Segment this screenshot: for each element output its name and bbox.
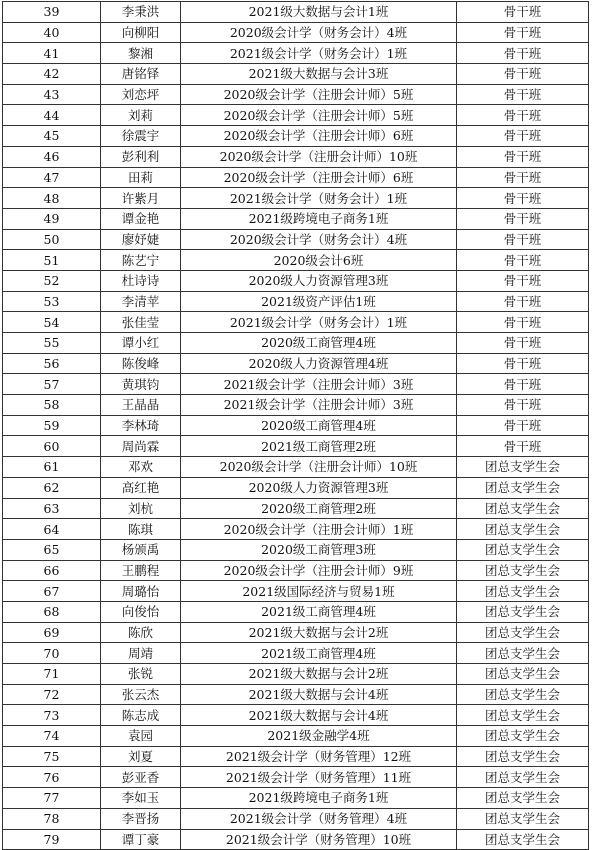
row-number-cell: 52 bbox=[3, 270, 101, 291]
organization-cell: 骨干班 bbox=[457, 374, 589, 395]
row-number-cell: 41 bbox=[3, 43, 101, 64]
organization-cell: 骨干班 bbox=[457, 105, 589, 126]
table-row bbox=[3, 726, 589, 747]
row-number-cell: 58 bbox=[3, 395, 101, 416]
row-number-cell: 45 bbox=[3, 126, 101, 147]
student-name-cell: 袁园 bbox=[101, 726, 181, 747]
table-row bbox=[3, 22, 589, 43]
student-name-cell: 刘杭 bbox=[101, 498, 181, 519]
organization-cell: 骨干班 bbox=[457, 436, 589, 457]
row-number-cell: 51 bbox=[3, 250, 101, 271]
organization-cell: 团总支学生会 bbox=[457, 601, 589, 622]
student-name-cell: 刘恋坪 bbox=[101, 84, 181, 105]
table-row bbox=[3, 291, 589, 312]
class-name-cell: 2021级会计学（财务管理）12班 bbox=[181, 746, 457, 767]
organization-cell: 骨干班 bbox=[457, 312, 589, 333]
class-name-cell: 2021级金融学4班 bbox=[181, 726, 457, 747]
class-name-cell: 2021级跨境电子商务1班 bbox=[181, 788, 457, 809]
table-row bbox=[3, 829, 589, 850]
row-number-cell: 56 bbox=[3, 353, 101, 374]
row-number-cell: 44 bbox=[3, 105, 101, 126]
row-number-cell: 57 bbox=[3, 374, 101, 395]
table-row bbox=[3, 746, 589, 767]
table-row bbox=[3, 498, 589, 519]
student-name-cell: 彭利利 bbox=[101, 146, 181, 167]
row-number-cell: 43 bbox=[3, 84, 101, 105]
class-name-cell: 2021级会计学（财务会计）1班 bbox=[181, 43, 457, 64]
student-name-cell: 邓欢 bbox=[101, 457, 181, 478]
student-name-cell: 李林琦 bbox=[101, 415, 181, 436]
table-row bbox=[3, 146, 589, 167]
organization-cell: 团总支学生会 bbox=[457, 560, 589, 581]
student-name-cell: 彭亚香 bbox=[101, 767, 181, 788]
student-name-cell: 陈艺宁 bbox=[101, 250, 181, 271]
row-number-cell: 68 bbox=[3, 601, 101, 622]
student-name-cell: 杨颁禹 bbox=[101, 539, 181, 560]
table-row bbox=[3, 312, 589, 333]
student-name-cell: 许紫月 bbox=[101, 188, 181, 209]
class-name-cell: 2020级会计学（注册会计师）6班 bbox=[181, 167, 457, 188]
organization-cell: 团总支学生会 bbox=[457, 622, 589, 643]
class-name-cell: 2020级人力资源管理4班 bbox=[181, 353, 457, 374]
class-name-cell: 2020级工商管理2班 bbox=[181, 498, 457, 519]
class-name-cell: 2021级会计学（注册会计师）3班 bbox=[181, 374, 457, 395]
table-row bbox=[3, 643, 589, 664]
table-row bbox=[3, 601, 589, 622]
student-name-cell: 李清苹 bbox=[101, 291, 181, 312]
class-name-cell: 2020级会计学（注册会计师）6班 bbox=[181, 126, 457, 147]
organization-cell: 骨干班 bbox=[457, 415, 589, 436]
table-row bbox=[3, 581, 589, 602]
organization-cell: 骨干班 bbox=[457, 167, 589, 188]
class-name-cell: 2020级会计学（注册会计师）5班 bbox=[181, 84, 457, 105]
student-name-cell: 廖妤婕 bbox=[101, 229, 181, 250]
organization-cell: 骨干班 bbox=[457, 2, 589, 23]
table-row bbox=[3, 395, 589, 416]
row-number-cell: 64 bbox=[3, 519, 101, 540]
organization-cell: 骨干班 bbox=[457, 270, 589, 291]
class-name-cell: 2020级会计学（注册会计师）10班 bbox=[181, 146, 457, 167]
row-number-cell: 69 bbox=[3, 622, 101, 643]
organization-cell: 团总支学生会 bbox=[457, 664, 589, 685]
student-name-cell: 王鹏程 bbox=[101, 560, 181, 581]
class-name-cell: 2020级工商管理4班 bbox=[181, 415, 457, 436]
student-name-cell: 谭丁豪 bbox=[101, 829, 181, 850]
roster-table bbox=[2, 1, 589, 850]
class-name-cell: 2021级大数据与会计4班 bbox=[181, 705, 457, 726]
row-number-cell: 70 bbox=[3, 643, 101, 664]
student-name-cell: 张锐 bbox=[101, 664, 181, 685]
student-name-cell: 刘莉 bbox=[101, 105, 181, 126]
table-row bbox=[3, 84, 589, 105]
organization-cell: 团总支学生会 bbox=[457, 767, 589, 788]
class-name-cell: 2021级大数据与会计2班 bbox=[181, 664, 457, 685]
row-number-cell: 76 bbox=[3, 767, 101, 788]
row-number-cell: 67 bbox=[3, 581, 101, 602]
organization-cell: 骨干班 bbox=[457, 146, 589, 167]
row-number-cell: 47 bbox=[3, 167, 101, 188]
student-name-cell: 谭金艳 bbox=[101, 208, 181, 229]
row-number-cell: 59 bbox=[3, 415, 101, 436]
class-name-cell: 2021级大数据与会计4班 bbox=[181, 684, 457, 705]
class-name-cell: 2021级会计学（财务会计）1班 bbox=[181, 188, 457, 209]
row-number-cell: 77 bbox=[3, 788, 101, 809]
table-row bbox=[3, 477, 589, 498]
row-number-cell: 50 bbox=[3, 229, 101, 250]
row-number-cell: 48 bbox=[3, 188, 101, 209]
class-name-cell: 2020级会计学（注册会计师）9班 bbox=[181, 560, 457, 581]
organization-cell: 团总支学生会 bbox=[457, 457, 589, 478]
organization-cell: 骨干班 bbox=[457, 395, 589, 416]
table-row bbox=[3, 560, 589, 581]
class-name-cell: 2021级工商管理2班 bbox=[181, 436, 457, 457]
class-name-cell: 2020级会计学（财务会计）4班 bbox=[181, 22, 457, 43]
row-number-cell: 61 bbox=[3, 457, 101, 478]
row-number-cell: 75 bbox=[3, 746, 101, 767]
student-name-cell: 唐铭铎 bbox=[101, 64, 181, 85]
class-name-cell: 2020级人力资源管理3班 bbox=[181, 477, 457, 498]
organization-cell: 骨干班 bbox=[457, 250, 589, 271]
class-name-cell: 2021级会计学（财务会计）1班 bbox=[181, 312, 457, 333]
table-row bbox=[3, 188, 589, 209]
table-row bbox=[3, 436, 589, 457]
table-row bbox=[3, 105, 589, 126]
student-name-cell: 高红艳 bbox=[101, 477, 181, 498]
table-row bbox=[3, 374, 589, 395]
class-name-cell: 2021级跨境电子商务1班 bbox=[181, 208, 457, 229]
class-name-cell: 2021级会计学（注册会计师）3班 bbox=[181, 395, 457, 416]
student-name-cell: 杜诗诗 bbox=[101, 270, 181, 291]
row-number-cell: 42 bbox=[3, 64, 101, 85]
row-number-cell: 54 bbox=[3, 312, 101, 333]
organization-cell: 团总支学生会 bbox=[457, 746, 589, 767]
student-name-cell: 李如玉 bbox=[101, 788, 181, 809]
table-row bbox=[3, 167, 589, 188]
organization-cell: 团总支学生会 bbox=[457, 705, 589, 726]
table-row bbox=[3, 415, 589, 436]
student-name-cell: 向柳阳 bbox=[101, 22, 181, 43]
class-name-cell: 2021级工商管理4班 bbox=[181, 643, 457, 664]
row-number-cell: 60 bbox=[3, 436, 101, 457]
organization-cell: 骨干班 bbox=[457, 126, 589, 147]
student-name-cell: 黄琪钧 bbox=[101, 374, 181, 395]
table-row bbox=[3, 229, 589, 250]
student-name-cell: 田莉 bbox=[101, 167, 181, 188]
class-name-cell: 2021级资产评估1班 bbox=[181, 291, 457, 312]
table-row bbox=[3, 208, 589, 229]
table-row bbox=[3, 539, 589, 560]
row-number-cell: 49 bbox=[3, 208, 101, 229]
organization-cell: 骨干班 bbox=[457, 84, 589, 105]
class-name-cell: 2020级工商管理4班 bbox=[181, 333, 457, 354]
class-name-cell: 2020级会计学（注册会计师）10班 bbox=[181, 457, 457, 478]
table-row bbox=[3, 664, 589, 685]
class-name-cell: 2021级会计学（财务管理）4班 bbox=[181, 808, 457, 829]
table-row bbox=[3, 64, 589, 85]
student-name-cell: 周靖 bbox=[101, 643, 181, 664]
row-number-cell: 73 bbox=[3, 705, 101, 726]
table-row bbox=[3, 270, 589, 291]
student-name-cell: 黎湘 bbox=[101, 43, 181, 64]
organization-cell: 团总支学生会 bbox=[457, 808, 589, 829]
table-row bbox=[3, 705, 589, 726]
row-number-cell: 63 bbox=[3, 498, 101, 519]
table-row bbox=[3, 126, 589, 147]
class-name-cell: 2020级会计学（注册会计师）5班 bbox=[181, 105, 457, 126]
organization-cell: 团总支学生会 bbox=[457, 539, 589, 560]
student-name-cell: 陈俊峰 bbox=[101, 353, 181, 374]
roster-table-body bbox=[3, 2, 589, 850]
row-number-cell: 65 bbox=[3, 539, 101, 560]
student-name-cell: 王晶晶 bbox=[101, 395, 181, 416]
organization-cell: 团总支学生会 bbox=[457, 643, 589, 664]
class-name-cell: 2020级会计6班 bbox=[181, 250, 457, 271]
organization-cell: 骨干班 bbox=[457, 188, 589, 209]
table-row bbox=[3, 684, 589, 705]
row-number-cell: 39 bbox=[3, 2, 101, 23]
class-name-cell: 2021级会计学（财务管理）11班 bbox=[181, 767, 457, 788]
table-row bbox=[3, 43, 589, 64]
organization-cell: 团总支学生会 bbox=[457, 684, 589, 705]
table-row bbox=[3, 353, 589, 374]
class-name-cell: 2020级人力资源管理3班 bbox=[181, 270, 457, 291]
organization-cell: 骨干班 bbox=[457, 229, 589, 250]
class-name-cell: 2021级大数据与会计1班 bbox=[181, 2, 457, 23]
row-number-cell: 53 bbox=[3, 291, 101, 312]
class-name-cell: 2020级会计学（财务会计）4班 bbox=[181, 229, 457, 250]
class-name-cell: 2021级国际经济与贸易1班 bbox=[181, 581, 457, 602]
student-name-cell: 刘夏 bbox=[101, 746, 181, 767]
student-name-cell: 向俊怡 bbox=[101, 601, 181, 622]
organization-cell: 团总支学生会 bbox=[457, 477, 589, 498]
organization-cell: 骨干班 bbox=[457, 333, 589, 354]
organization-cell: 骨干班 bbox=[457, 22, 589, 43]
organization-cell: 团总支学生会 bbox=[457, 726, 589, 747]
row-number-cell: 46 bbox=[3, 146, 101, 167]
table-row bbox=[3, 788, 589, 809]
row-number-cell: 62 bbox=[3, 477, 101, 498]
class-name-cell: 2021级大数据与会计3班 bbox=[181, 64, 457, 85]
table-row bbox=[3, 250, 589, 271]
class-name-cell: 2020级工商管理3班 bbox=[181, 539, 457, 560]
student-name-cell: 李晋扬 bbox=[101, 808, 181, 829]
student-name-cell: 李秉洪 bbox=[101, 2, 181, 23]
student-name-cell: 谭小红 bbox=[101, 333, 181, 354]
row-number-cell: 40 bbox=[3, 22, 101, 43]
table-row bbox=[3, 622, 589, 643]
row-number-cell: 78 bbox=[3, 808, 101, 829]
organization-cell: 骨干班 bbox=[457, 353, 589, 374]
organization-cell: 团总支学生会 bbox=[457, 581, 589, 602]
organization-cell: 团总支学生会 bbox=[457, 788, 589, 809]
row-number-cell: 79 bbox=[3, 829, 101, 850]
table-row bbox=[3, 333, 589, 354]
row-number-cell: 55 bbox=[3, 333, 101, 354]
student-name-cell: 徐震宇 bbox=[101, 126, 181, 147]
organization-cell: 团总支学生会 bbox=[457, 829, 589, 850]
table-row bbox=[3, 519, 589, 540]
student-name-cell: 周璐怡 bbox=[101, 581, 181, 602]
table-row bbox=[3, 767, 589, 788]
organization-cell: 骨干班 bbox=[457, 64, 589, 85]
organization-cell: 骨干班 bbox=[457, 208, 589, 229]
table-row bbox=[3, 457, 589, 478]
organization-cell: 骨干班 bbox=[457, 43, 589, 64]
class-name-cell: 2021级工商管理4班 bbox=[181, 601, 457, 622]
organization-cell: 团总支学生会 bbox=[457, 498, 589, 519]
class-name-cell: 2020级会计学（注册会计师）1班 bbox=[181, 519, 457, 540]
student-name-cell: 陈琪 bbox=[101, 519, 181, 540]
class-name-cell: 2021级大数据与会计2班 bbox=[181, 622, 457, 643]
organization-cell: 团总支学生会 bbox=[457, 519, 589, 540]
table-row bbox=[3, 2, 589, 23]
student-name-cell: 陈志成 bbox=[101, 705, 181, 726]
student-name-cell: 陈欣 bbox=[101, 622, 181, 643]
row-number-cell: 66 bbox=[3, 560, 101, 581]
row-number-cell: 71 bbox=[3, 664, 101, 685]
row-number-cell: 72 bbox=[3, 684, 101, 705]
student-name-cell: 张佳莹 bbox=[101, 312, 181, 333]
table-row bbox=[3, 808, 589, 829]
row-number-cell: 74 bbox=[3, 726, 101, 747]
student-name-cell: 周尚霖 bbox=[101, 436, 181, 457]
organization-cell: 骨干班 bbox=[457, 291, 589, 312]
student-name-cell: 张云杰 bbox=[101, 684, 181, 705]
class-name-cell: 2021级会计学（财务管理）10班 bbox=[181, 829, 457, 850]
